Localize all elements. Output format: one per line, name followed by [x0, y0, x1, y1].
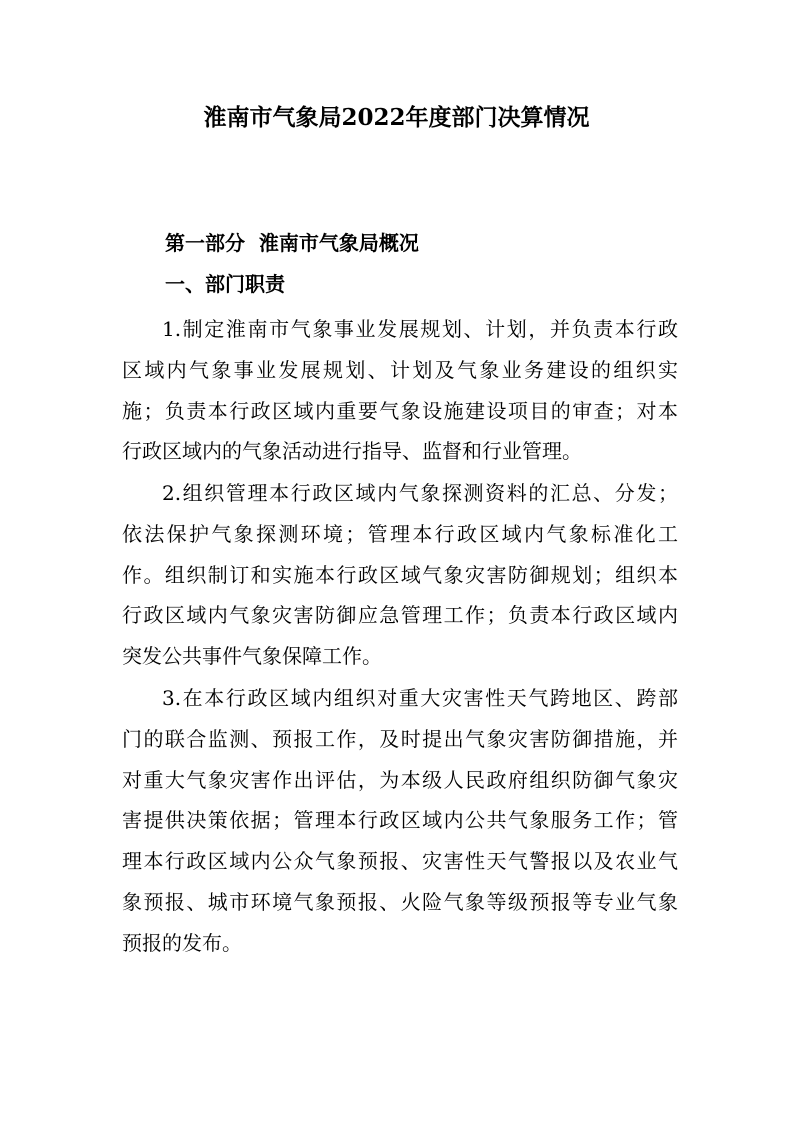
paragraph-line: 象预报、城市环境气象预报、火险气象等级预报等专业气象: [122, 889, 678, 914]
paragraph-line: 2.组织管理本行政区域内气象探测资料的汇总、分发；: [162, 481, 678, 505]
document-title: 淮南市气象局2022年度部门决算情况: [203, 104, 590, 131]
paragraph-line: 害提供决策依据；管理本行政区域内公共气象服务工作；管: [122, 808, 678, 833]
paragraph-line: 理本行政区域内公众气象预报、灾害性天气警报以及农业气: [122, 849, 678, 874]
paragraph-line: 对重大气象灾害作出评估，为本级人民政府组织防御气象灾: [122, 767, 678, 792]
paragraph-line: 依法保护气象探测环境；管理本行政区域内气象标准化工: [122, 521, 678, 546]
paragraph-line: 行政区域内气象灾害防御应急管理工作；负责本行政区域内: [122, 603, 678, 628]
paragraph-line: 门的联合监测、预报工作，及时提出气象灾害防御措施，并: [122, 726, 678, 751]
paragraph-1: [122, 309, 678, 472]
paragraph-2: [122, 473, 678, 677]
paragraph-line: 1.制定淮南市气象事业发展规划、计划，并负责本行政: [162, 317, 678, 341]
paragraph-line: 行政区域内的气象活动进行指导、监督和行业管理。: [122, 439, 582, 464]
paragraph-line: 施；负责本行政区域内重要气象设施建设项目的审查；对本: [122, 398, 678, 423]
paragraph-line: 预报的发布。: [122, 930, 242, 955]
paragraph-line: 突发公共事件气象保障工作。: [122, 644, 382, 669]
paragraph-line: 区域内气象事业发展规划、计划及气象业务建设的组织实: [122, 357, 678, 382]
paragraph-3: [122, 678, 678, 964]
part-heading: 第一部分 淮南市气象局概况: [165, 231, 419, 255]
section-heading: 一、部门职责: [165, 272, 285, 296]
paragraph-line: 3.在本行政区域内组织对重大灾害性天气跨地区、跨部: [162, 686, 678, 710]
paragraph-line: 作。组织制订和实施本行政区域气象灾害防御规划；组织本: [122, 562, 678, 587]
